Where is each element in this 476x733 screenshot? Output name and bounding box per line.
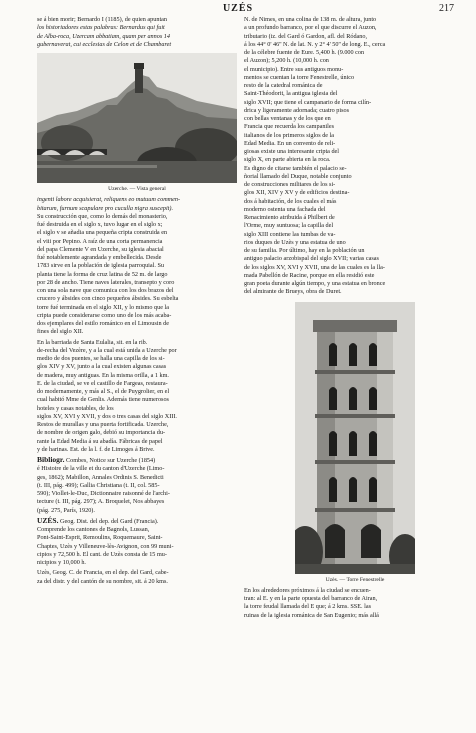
text-line: de los siglos XV, XVI y XVII, una de las cuales es la lla- [244,263,385,271]
text-line: moderno ostenta una fachada del [244,205,326,213]
uzes-city-entry [37,569,237,586]
text-line: medio de dos puentes, se halla una capilla de los si- [37,355,165,362]
text-line: el Auzon); 5,200 h. (10,000 h. con [244,57,329,65]
text-line: antiguo palacio arzobispal del siglo XVII; varias casas [244,255,379,263]
text-line: Combes, Notice sur Uzerche (1854) [66,457,156,464]
text-line: fué destruida en el siglo x, tuvo lugar en el siglo x; [37,221,163,228]
text-line: l'Orme, muy suntuosa; la capilla del [244,222,334,230]
text-line: á los 44° 0' 46'' N. de lat. N. y 2° 4' 50'' de long. E., cerca [244,40,386,48]
text-line: con bellas ventanas y de los que en [244,115,331,122]
running-title: UZÉS [222,3,254,14]
text-line: el siglo v se añadia una pequeña cripta construida en [37,229,168,237]
text-line: de la célebre fuente de Eure. 5,400 h. (9.000 con [244,49,365,56]
text-line: bitarum, furnum scapulare pro cuculla nigra suscepit). [37,204,174,212]
page-number: 217 [439,3,454,14]
text-line: italianos de los primeros siglos de la [244,131,335,139]
text-line: mada Pabellón de Racine, porque en ella residió este [244,271,375,279]
text-line: de su familia. Por último, hay en la población un [244,247,365,254]
text-line: é Histoire de la ville et du canton d'Uzerche (Limo- [37,465,165,473]
text-line: glos XIV y XV, junto a la cual existen algunas casas [37,363,167,371]
text-line: dos á habitación, de los cuales el más [244,197,337,205]
uzerche-body [37,196,237,336]
text-line: rios duques de Uzès y una estatua de uno [244,238,346,246]
uzerche-caption: Uzerche. — Vista general [108,186,166,192]
text-line: torre fué terminada en el siglo XII, y lo mismo que la [37,303,169,311]
text-line: za del distr. y del cantón de su nombre, sit. á 20 kms. [37,577,168,585]
text-line: 590); Viollet-le-Duc, Dictionnaire raisonné de l'archi- [37,490,170,497]
text-line: cual habitó Mme de Genlis. Además tiene numerosos [37,396,169,404]
text-line: En los alrededores próximos á la ciudad se encuen- [244,586,371,594]
text-line: nicipios y 10,000 h. [37,559,86,566]
uzerche-photo-image [37,53,237,183]
uzes-entry-heading: UZÉS. [37,515,59,525]
text-line: del almirante de Brueys, obra de Duret. [244,288,342,296]
bibliography-paragraph [37,456,237,515]
text-line: los historiadores estas palabras: Bernardus qui fuit [37,24,165,32]
text-line: cipios y 72,500 h. El cant. de Uzès consta de 15 mu- [37,550,167,558]
text-line: Francia que recuerda los campaniles [244,123,335,131]
text-line: Uzès, Geog. C. de Francia, en el dep. del Gard, cabe- [37,569,169,577]
text-line: fines del siglo XII. [37,328,84,336]
text-line: ruinas de la iglesia románica de San Eugenio; más allá [244,611,379,619]
text-line: hoteles y casas notables, de los [37,404,114,412]
text-line: (t. III, pág. 499); Gallia Christiana (t. II, col. 585- [37,481,160,489]
text-line: ges, 1862); Mabillon, Annales Ordinis S. Benedicti [37,473,164,481]
text-line: siglo XVII; que tiene el campanario de forma cilín- [244,98,372,106]
text-line: Geog. Dist. del dep. del Gard (Francia). [60,517,159,525]
santa-eulalia-paragraph [37,339,237,455]
text-line: N. de Nimes, en una colina de 138 m. de altura, junto [244,16,377,23]
text-line: gubernaverat, cui ecclesias de Celon et de Chambaret [37,40,172,48]
text-line: de construcciones militares de los si- [244,181,336,188]
fenestrelle-tower-image [295,302,415,574]
text-line: En la barriada de Santa Eulalia, sit. en la rib. [37,338,148,346]
text-line: del papa Clemente V en Uzerche, su iglesia abacial [37,245,164,253]
text-line: siglo XIII contiene las tumbas de va- [244,230,336,238]
text-line: ingenti labore acquisierat, reliquens eo mutuum commen- [37,196,181,204]
tower-figure [244,302,466,584]
uzerche-photo [37,53,237,183]
fenestrelle-caption: Uzès. — Torre Fenestrelle [325,576,385,583]
text-line: ñorial llamado del Duque, notable conjunto [244,172,352,180]
text-line: siglos XV, XVI y XVII, y dos o tres casas del siglo XIII. [37,412,177,420]
text-line: fué notablemente agrandada y embellecida. Desde [37,254,162,261]
text-line: de Alba-roca, Uzercam abbatiam, quam per annos 14 [37,32,170,40]
text-line: crucero y ábsides con cinco pequeños ábsides. Su esbelta [37,295,179,303]
text-line: de madera, muy antiguas. En la misma orilla, a 1 km. [37,371,169,379]
text-line: el municipio). Entre sus antiguos monu- [244,65,344,73]
text-line: siglo X, en parte abierta en la roca. [244,156,331,164]
left-column [37,16,237,586]
text-line: Es digno de citarse también el palacio se- [244,164,347,172]
right-column [244,16,466,620]
text-line: planta tiene la forma de cruz latina de 52 m. de largo [37,270,168,278]
bibliography-heading: Bibliogr. [37,455,65,464]
text-line: Chaptes, Uzès y Villeneuve-lès-Avignon, con 99 muni- [37,542,174,550]
text-line: de-recha del Vezère, y a la cual está unida a Uzerche por [37,346,177,354]
text-line: do modernamente, y más al S., el de Puygrolier, en el [37,388,170,395]
text-line: de nombre de origen galo, debió su importancia du- [37,429,166,437]
text-line: gran poeta durante algún tiempo, y una estatua en bronce [244,280,386,287]
text-line: dos ejemplares del estilo románico en el Limousin de [37,320,169,327]
text-line: tecture (t. III, pág. 297); A. Broquelet, Nos abbayes [37,498,165,506]
text-line: Pont-Saint-Esprit, Remoulins, Roquemaure, Saint- [37,534,163,542]
text-line: giosas existe una interesante cripta del [244,148,340,155]
text-line: a un profundo barranco, por el que discurre el Auzon, [244,24,377,32]
text-line: Restos de murallas y una puerta fortificada. Uzerche, [37,421,169,428]
text-line: se á bien morir; Bernardo I (1185), de quien apuntan [37,16,168,23]
text-line: glos XII, XIV y XV y de edificios destina- [244,189,350,197]
text-line: y de harinas. Est. de la l. f. de Limoges á Brive. [37,445,155,453]
uzes-district-entry [37,517,237,568]
text-line: resto de la catedral románica de [244,82,323,89]
text-line: Comprende los cantones de Bagnols, Lussan, [37,526,150,533]
text-line: tran: al E. y en la parte opuesta del barranco de Airan, [244,595,378,602]
text-line: 1783 sirve en la población de iglesia parroquial. Su [37,262,164,270]
text-line: (pág. 275, París, 1920). [37,506,95,514]
intro-text [37,16,237,49]
text-line: Su construcción que, como lo demás del monasterio, [37,212,168,220]
fenestrelle-tower-photo [295,302,415,574]
text-line: el viii por Pepino. A raíz de una corta permanencia [37,237,163,245]
surroundings-paragraph [244,587,466,620]
text-line: Renacimiento atribuida á Philbert de [244,214,335,221]
text-line: Edad Media. En un convento de reli- [244,139,336,147]
text-line: mentos se cuentan la torre Fenestrelle, único [244,73,355,81]
text-line: por 28 de ancho. Tiene naves laterales, transepto y coro [37,278,175,286]
text-line: con una sola nave que comunica con los dos brazos del [37,287,174,294]
text-line: E. de la ciudad, se ve el castillo de Fargeas, restaura- [37,379,168,387]
text-line: Saint-Théodorit, la antigua iglesia del [244,90,338,98]
uzes-city-text [244,16,466,297]
text-line: cripta puede considerarse como uno de los más acaba- [37,311,172,319]
text-line: la torre feudal llamada del E que; á 2 kms. SSE. las [244,603,371,611]
text-line: drica y ligeramente adornada; cuatro pisos [244,106,349,114]
text-line: rante la Edad Media á su abadía. Fábricas de papel [37,437,163,445]
text-line: tributario (iz. del Gard ó Gardon, afl. del Ródano, [244,32,368,40]
